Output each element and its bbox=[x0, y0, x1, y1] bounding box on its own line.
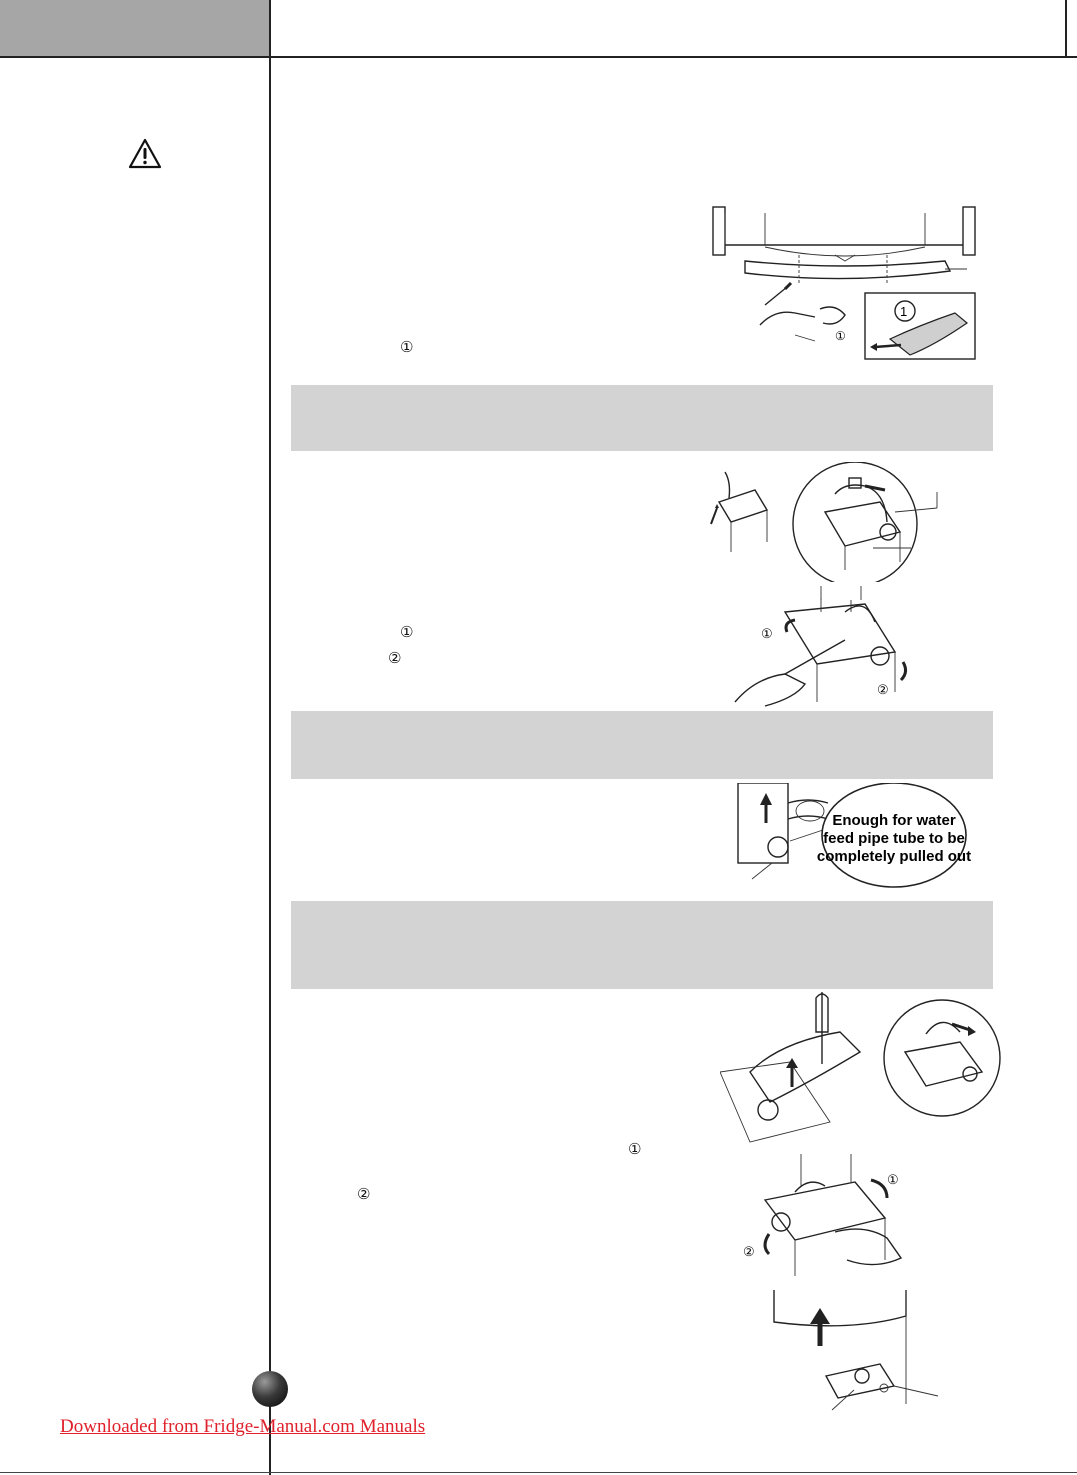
callout-line-3: completely pulled out bbox=[816, 848, 972, 865]
note-band-2 bbox=[291, 711, 993, 779]
svg-text:①: ① bbox=[761, 626, 773, 641]
footer-divider bbox=[0, 1472, 1077, 1473]
svg-text:①: ① bbox=[887, 1172, 899, 1187]
figure-upper-hinge-screws bbox=[735, 1152, 935, 1277]
step-marker-1: ① bbox=[628, 1140, 642, 1158]
header-title-box bbox=[270, 0, 1067, 56]
svg-text:②: ② bbox=[743, 1244, 755, 1259]
figure-hinge-cover bbox=[705, 462, 955, 582]
header-section-tab bbox=[0, 0, 270, 56]
figure-upper-hinge-cover bbox=[720, 992, 1005, 1150]
step-marker-2: ② bbox=[388, 649, 402, 667]
black-ball-icon bbox=[252, 1371, 288, 1407]
column-divider bbox=[269, 0, 271, 1475]
figure-hinge-screws bbox=[725, 582, 915, 710]
figure-base-cover-removal bbox=[705, 205, 980, 365]
header-divider bbox=[0, 56, 1077, 58]
callout-line-2: feed pipe tube to be bbox=[823, 830, 965, 847]
svg-text:①: ① bbox=[835, 329, 846, 343]
figure-door-lift bbox=[770, 1286, 940, 1416]
warning-triangle-icon bbox=[128, 138, 162, 170]
step-marker-1: ① bbox=[400, 338, 414, 356]
step-marker-2: ② bbox=[357, 1185, 371, 1203]
note-band-3 bbox=[291, 901, 993, 989]
svg-text:②: ② bbox=[877, 682, 889, 697]
callout-line-1: Enough for water bbox=[832, 812, 956, 829]
figure-water-tube-pullout bbox=[722, 783, 972, 893]
footer-download-link[interactable]: Downloaded from Fridge-Manual.com Manuals bbox=[60, 1416, 426, 1437]
step-marker-1: ① bbox=[400, 623, 414, 641]
svg-text:1: 1 bbox=[900, 304, 908, 319]
note-band-1 bbox=[291, 385, 993, 451]
